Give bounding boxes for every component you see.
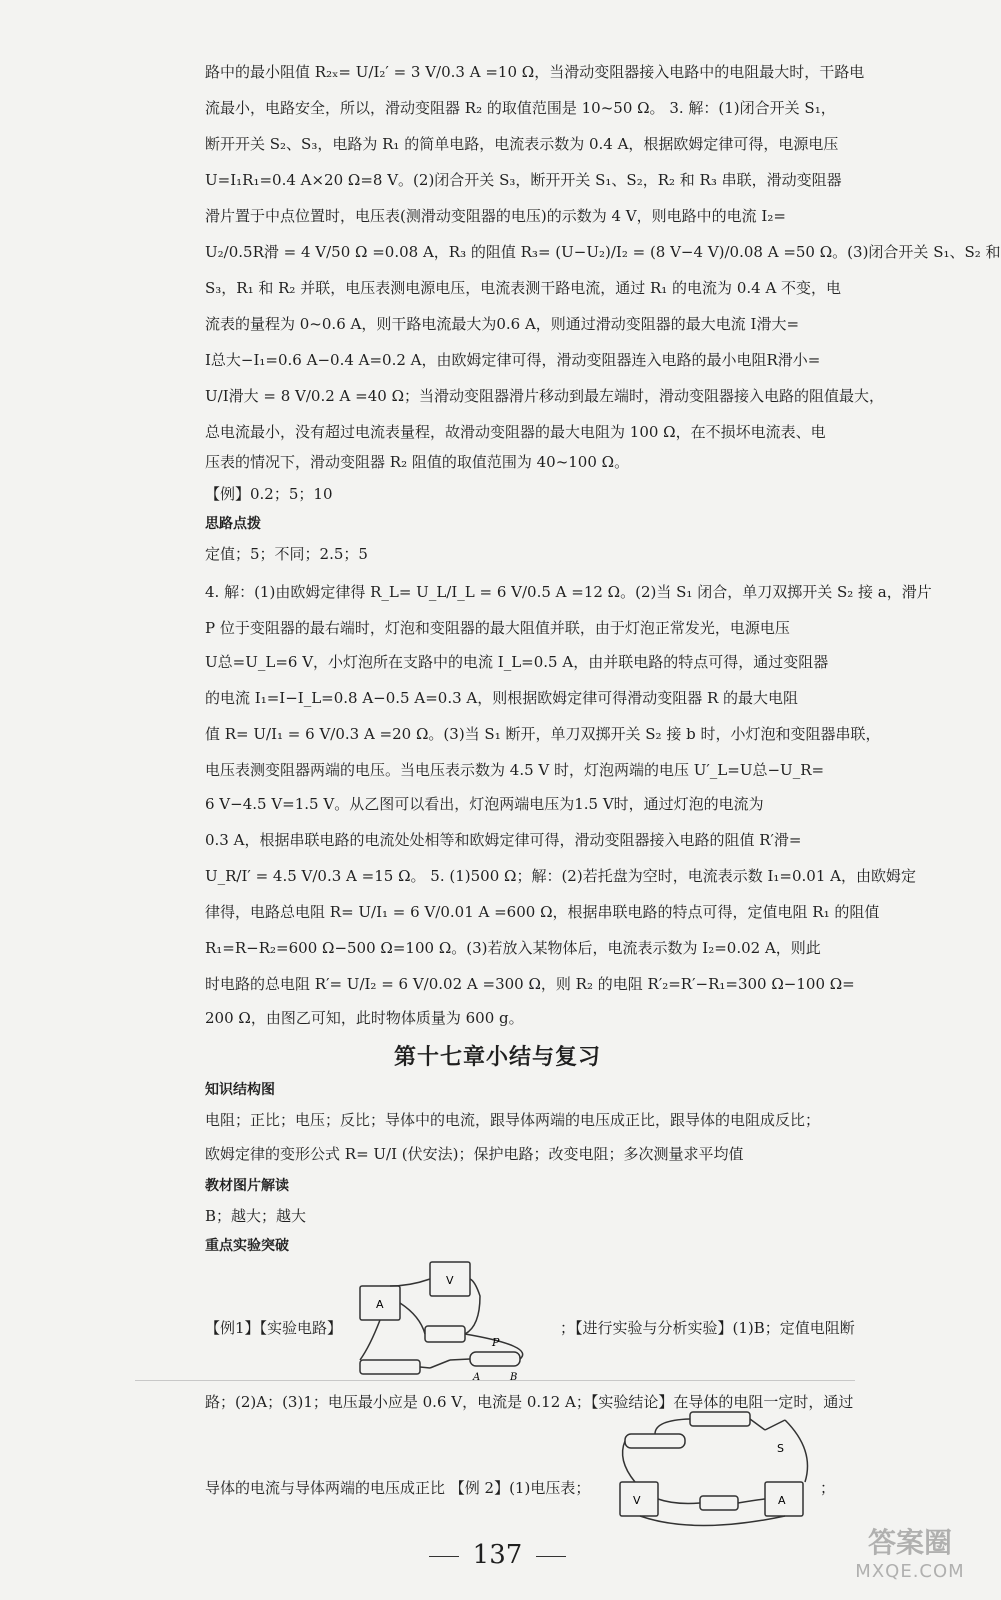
text-line: 4. 解：(1)由欧姆定律得 R_L= U_L/I_L = 6 V/0.5 A =12 Ω。(2)当 S₁ 闭合，单刀双掷开关 S₂ 接 a，滑片 [205,583,932,601]
circuit-diagram-2 [615,1410,825,1528]
switch-icon [765,1420,785,1430]
text-line: 总电流最小，没有超过电流表量程，故滑动变阻器的最大电阻为 100 Ω，在不损坏电流表、电 [205,423,826,441]
text-line: 路中的最小阻值 R₂ₓ= U/I₂′ = 3 V/0.3 A =10 Ω，当滑动变阻器接入电路中的电阻最大时，干路电 [205,63,865,81]
switch-icon [430,1360,450,1368]
text-line: U=I₁R₁=0.4 A×20 Ω=8 V。(2)闭合开关 S₃，断开开关 S₁、S₂，R₂ 和 R₃ 串联，滑动变阻器 [205,171,842,189]
voltmeter-label: V [633,1494,641,1507]
text-line: ； [820,1479,836,1497]
text-line: ；【进行实验与分析实验】(1)B；定值电阻断 [560,1319,855,1337]
text-line: 流表的量程为 0~0.6 A，则干路电流最大为0.6 A，则通过滑动变阻器的最大电流 I滑大= [205,315,800,333]
text-line: 【例1】【实验电路】 [205,1319,343,1337]
circuit-diagram-1 [330,1256,550,1386]
text-line: 欧姆定律的变形公式 R= U/I (伏安法)；保护电路；改变电阻；多次测量求平均值 [205,1145,744,1163]
example-answer: 【例】0.2；5；10 [205,485,333,503]
text-line: 电压表测变阻器两端的电压。当电压表示数为 4.5 V 时，灯泡两端的电压 U′_L=U总−U_R= [205,761,825,779]
section-heading: 知识结构图 [205,1082,275,1098]
rheostat-icon [625,1434,685,1448]
text-line: 的电流 I₁=I−I_L=0.8 A−0.5 A=0.3 A，则根据欧姆定律可得滑动变阻器 R 的最大电阻 [205,689,799,707]
text-line: 定值；5；不同；2.5；5 [205,545,368,563]
battery-icon [690,1412,750,1426]
text-line: 时电路的总电阻 R′= U/I₂ = 6 V/0.02 A =300 Ω，则 R₂ 的电阻 R′₂=R′−R₁=300 Ω−100 Ω= [205,975,855,993]
text-line: P 位于变阻器的最右端时，灯泡和变阻器的最大阻值并联，由于灯泡正常发光，电源电压 [205,619,790,637]
text-line: 0.3 A，根据串联电路的电流处处相等和欧姆定律可得，滑动变阻器接入电路的阻值 R′滑= [205,831,802,849]
section-heading: 思路点拨 [205,516,261,532]
text-line: 压表的情况下，滑动变阻器 R₂ 阻值的取值范围为 40~100 Ω。 [205,453,630,471]
text-line: 路；(2)A；(3)1；电压最小应是 0.6 V，电流是 0.12 A；【实验结论】在导体的电阻一定时，通过 [205,1393,854,1411]
text-line: U₂/0.5R滑 = 4 V/50 Ω =0.08 A，R₃ 的阻值 R₃= (U−U₂)/I₂ = (8 V−4 V)/0.08 A =50 Ω。(3)闭合开关 S₁、S₂ 和 [205,243,1001,261]
slider-label: P [492,1336,500,1349]
text-line: B；越大；越大 [205,1207,307,1225]
divider [135,1380,855,1381]
chapter-title: 第十七章小结与复习 [393,1045,601,1070]
text-line: U_R/I′ = 4.5 V/0.3 A =15 Ω。 5. (1)500 Ω；解：(2)若托盘为空时，电流表示数 I₁=0.01 A，由欧姆定 [205,867,916,885]
text-line: 断开开关 S₂、S₃，电路为 R₁ 的简单电路，电流表示数为 0.4 A，根据欧姆定律可得，电源电压 [205,135,839,153]
resistor-icon [425,1326,465,1342]
watermark-logo: 答案圈 MXQE.COM [855,1526,965,1582]
text-line: R₁=R−R₂=600 Ω−500 Ω=100 Ω。(3)若放入某物体后，电流表示数为 I₂=0.02 A，则此 [205,939,821,957]
text-line: 滑片置于中点位置时，电压表(测滑动变阻器的电压)的示数为 4 V，则电路中的电流 I₂= [205,207,786,225]
switch-label: S [777,1442,784,1455]
text-line: 电阻；正比；电压；反比；导体中的电流，跟导体两端的电压成正比，跟导体的电阻成反比； [205,1111,821,1129]
text-line: 流最小，电路安全，所以，滑动变阻器 R₂ 的取值范围是 10~50 Ω。 3. 解：(1)闭合开关 S₁， [205,99,836,117]
voltmeter-label: V [446,1274,454,1287]
text-line: S₃，R₁ 和 R₂ 并联，电压表测电源电压，电流表测干路电流，通过 R₁ 的电流为 0.4 A 不变，电 [205,279,842,297]
text-line: 200 Ω，由图乙可知，此时物体质量为 600 g。 [205,1009,524,1027]
text-line: U总=U_L=6 V，小灯泡所在支路中的电流 I_L=0.5 A，由并联电路的特点可得，通过变阻器 [205,653,829,671]
resistor-icon [700,1496,738,1510]
text-line: U/I滑大 = 8 V/0.2 A =40 Ω；当滑动变阻器滑片移动到最左端时，滑动变阻器接入电路的阻值最大， [205,387,885,405]
battery-icon [360,1360,420,1374]
rheostat-icon [470,1352,520,1366]
text-line: 6 V−4.5 V=1.5 V。从乙图可以看出，灯泡两端电压为1.5 V时，通过灯泡的电流为 [205,795,764,813]
section-heading: 教材图片解读 [205,1178,289,1194]
section-heading: 重点实验突破 [205,1238,289,1254]
terminal-a-label: A [473,1372,481,1383]
text-line: 律得，电路总电阻 R= U/I₁ = 6 V/0.01 A =600 Ω，根据串联电路的特点可得，定值电阻 R₁ 的阻值 [205,903,880,921]
terminal-b-label: B [510,1372,518,1383]
text-line: 导体的电流与导体两端的电压成正比 【例 2】(1)电压表； [205,1479,591,1497]
text-line: I总大−I₁=0.6 A−0.4 A=0.2 A，由欧姆定律可得，滑动变阻器连入电路的最小电阻R滑小= [205,351,821,369]
text-line: 值 R= U/I₁ = 6 V/0.3 A =20 Ω。(3)当 S₁ 断开，单刀双掷开关 S₂ 接 b 时，小灯泡和变阻器串联， [205,725,881,743]
ammeter-label: A [778,1494,786,1507]
page-number: 137 [0,1540,995,1570]
ammeter-label: A [376,1298,384,1311]
